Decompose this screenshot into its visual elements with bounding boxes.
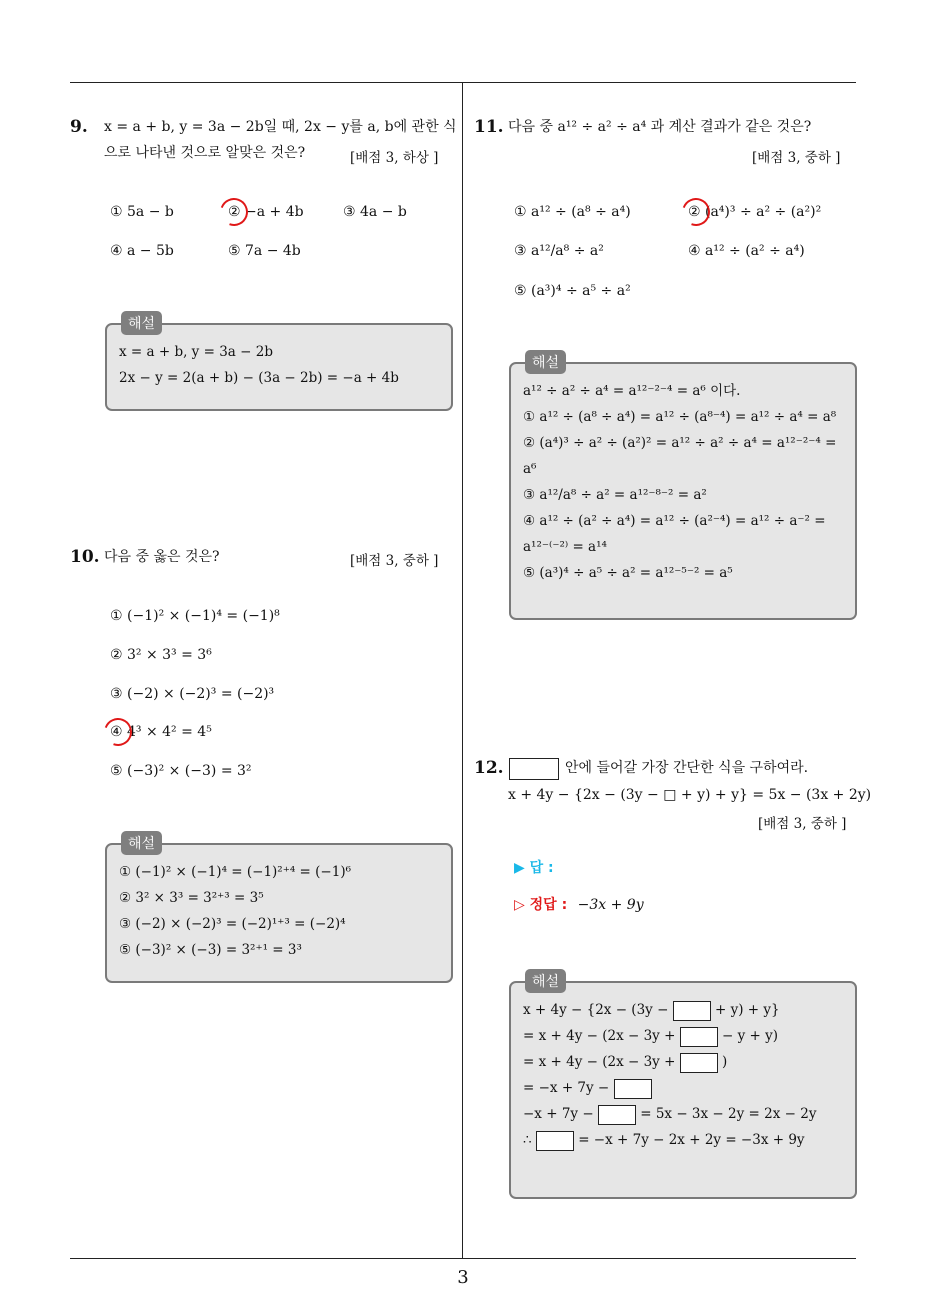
- option-3[interactable]: ③ a¹²/a⁸ ÷ a²: [514, 243, 604, 259]
- correct-answer-row: [514, 894, 644, 914]
- blank-box: [509, 758, 559, 780]
- explanation-line: 2x − y = 2(a + b) − (3a − 2b) = −a + 4b: [119, 370, 399, 386]
- blank-box: [673, 1001, 711, 1021]
- explanation-box: [509, 355, 857, 620]
- correct-answer-label: ▷ 정답 :: [514, 897, 568, 913]
- explanation-line: [523, 1023, 843, 1049]
- option-2[interactable]: ② (a⁴)³ ÷ a² ÷ (a²)²: [688, 204, 822, 220]
- question-text-line1: x = a + b, y = 3a − 2b일 때, 2x − y를 a, b에 관한 식: [104, 119, 457, 135]
- top-rule: [70, 82, 856, 83]
- expr: = −x + 7y −: [523, 1080, 610, 1096]
- answer-label: ▶ 답 :: [514, 860, 554, 876]
- option-1[interactable]: ① (−1)² × (−1)⁴ = (−1)⁸: [110, 608, 280, 624]
- option-5[interactable]: ⑤ (−3)² × (−3) = 3²: [110, 763, 252, 779]
- score-label: [배점 3, 하상 ]: [350, 150, 439, 166]
- explanation-line: ⑤ (a³)⁴ ÷ a⁵ ÷ a² = a¹²⁻⁵⁻² = a⁵: [523, 565, 733, 581]
- answer-circle-mark: [677, 193, 714, 230]
- option-3[interactable]: ③ 4a − b: [343, 204, 407, 220]
- expr: = x + 4y − (2x − 3y +: [523, 1054, 676, 1070]
- expr: x + 4y − {2x − (3y −: [523, 1002, 669, 1018]
- blank-box: [680, 1053, 718, 1073]
- expr: = −x + 7y − 2x + 2y = −3x + 9y: [578, 1132, 805, 1148]
- score-label: [배점 3, 중하 ]: [350, 553, 439, 569]
- expr: −x + 7y −: [523, 1106, 594, 1122]
- explanation-line: x = a + b, y = 3a − 2b: [119, 344, 273, 360]
- expr: ): [722, 1054, 728, 1070]
- question-number: 9.: [70, 117, 88, 137]
- explanation-line: ⑤ (−3)² × (−3) = 3²⁺¹ = 3³: [119, 942, 302, 958]
- explanation-tag: 해설: [525, 350, 566, 374]
- blank-box: [598, 1105, 636, 1125]
- explanation-line: a¹²⁻⁽⁻²⁾ = a¹⁴: [523, 539, 607, 555]
- explanation-line: [523, 1049, 843, 1075]
- explanation-line: ③ a¹²/a⁸ ÷ a² = a¹²⁻⁸⁻² = a²: [523, 487, 707, 503]
- expr: ∴: [523, 1132, 532, 1148]
- explanation-line: ② (a⁴)³ ÷ a² ÷ (a²)² = a¹² ÷ a² ÷ a⁴ = a¹²⁻²⁻⁴ =: [523, 435, 837, 451]
- explanation-line: ② 3² × 3³ = 3²⁺³ = 3⁵: [119, 890, 264, 906]
- explanation-line: ④ a¹² ÷ (a² ÷ a⁴) = a¹² ÷ (a²⁻⁴) = a¹² ÷ a⁻² =: [523, 513, 826, 529]
- explanation-tag: 해설: [525, 969, 566, 993]
- explanation-box: [105, 836, 453, 983]
- option-1[interactable]: ① 5a − b: [110, 204, 174, 220]
- option-5[interactable]: ⑤ 7a − 4b: [228, 243, 301, 259]
- question-text-line2: 으로 나타낸 것으로 알맞은 것은?: [104, 145, 306, 161]
- question-number: 10.: [70, 547, 100, 567]
- explanation-line: a¹² ÷ a² ÷ a⁴ = a¹²⁻²⁻⁴ = a⁶ 이다.: [523, 383, 741, 399]
- explanation-line: [523, 1127, 843, 1153]
- question-number: 11.: [474, 117, 504, 137]
- expr: = x + 4y − (2x − 3y +: [523, 1028, 676, 1044]
- explanation-line: ③ (−2) × (−2)³ = (−2)¹⁺³ = (−2)⁴: [119, 916, 346, 932]
- explanation-line: [523, 1075, 843, 1101]
- score-label: [배점 3, 중하 ]: [758, 816, 847, 832]
- option-2[interactable]: ② −a + 4b: [228, 204, 304, 220]
- answer-circle-mark: [99, 713, 136, 750]
- explanation-line: [523, 997, 843, 1023]
- explanation-tag: 해설: [121, 831, 162, 855]
- option-4[interactable]: ④ 4³ × 4² = 4⁵: [110, 724, 212, 740]
- question-equation: x + 4y − {2x − (3y − □ + y) + y} = 5x − (3x + 2y): [508, 787, 872, 803]
- explanation-box: [105, 316, 453, 411]
- explanation-line: [523, 1101, 843, 1127]
- blank-box: [536, 1131, 574, 1151]
- option-4[interactable]: ④ a − 5b: [110, 243, 174, 259]
- option-1[interactable]: ① a¹² ÷ (a⁸ ÷ a⁴): [514, 204, 631, 220]
- explanation-line: ① (−1)² × (−1)⁴ = (−1)²⁺⁴ = (−1)⁶: [119, 864, 351, 880]
- explanation-tag: 해설: [121, 311, 162, 335]
- expr: − y + y): [722, 1028, 779, 1044]
- option-5[interactable]: ⑤ (a³)⁴ ÷ a⁵ ÷ a²: [514, 283, 631, 299]
- bottom-rule: [70, 1258, 856, 1259]
- expr: + y) + y}: [714, 1002, 780, 1018]
- column-divider: [462, 82, 463, 1258]
- question-text: 다음 중 a¹² ÷ a² ÷ a⁴ 과 계산 결과가 같은 것은?: [508, 119, 812, 135]
- question-number: 12.: [474, 758, 504, 778]
- question-text: 다음 중 옳은 것은?: [104, 549, 220, 565]
- question-text: 안에 들어갈 가장 간단한 식을 구하여라.: [565, 760, 809, 776]
- expr: = 5x − 3x − 2y = 2x − 2y: [640, 1106, 817, 1122]
- score-label: [배점 3, 중하 ]: [752, 150, 841, 166]
- answer-circle-mark: [215, 193, 252, 230]
- page-number: 3: [457, 1267, 469, 1288]
- correct-answer-value: −3x + 9y: [577, 897, 644, 913]
- blank-box: [614, 1079, 652, 1099]
- option-2[interactable]: ② 3² × 3³ = 3⁶: [110, 647, 212, 663]
- option-4[interactable]: ④ a¹² ÷ (a² ÷ a⁴): [688, 243, 805, 259]
- blank-box: [680, 1027, 718, 1047]
- option-3[interactable]: ③ (−2) × (−2)³ = (−2)³: [110, 686, 275, 702]
- explanation-line: ① a¹² ÷ (a⁸ ÷ a⁴) = a¹² ÷ (a⁸⁻⁴) = a¹² ÷ a⁴ = a⁸: [523, 409, 837, 425]
- explanation-box: [509, 974, 857, 1199]
- explanation-line: a⁶: [523, 461, 537, 477]
